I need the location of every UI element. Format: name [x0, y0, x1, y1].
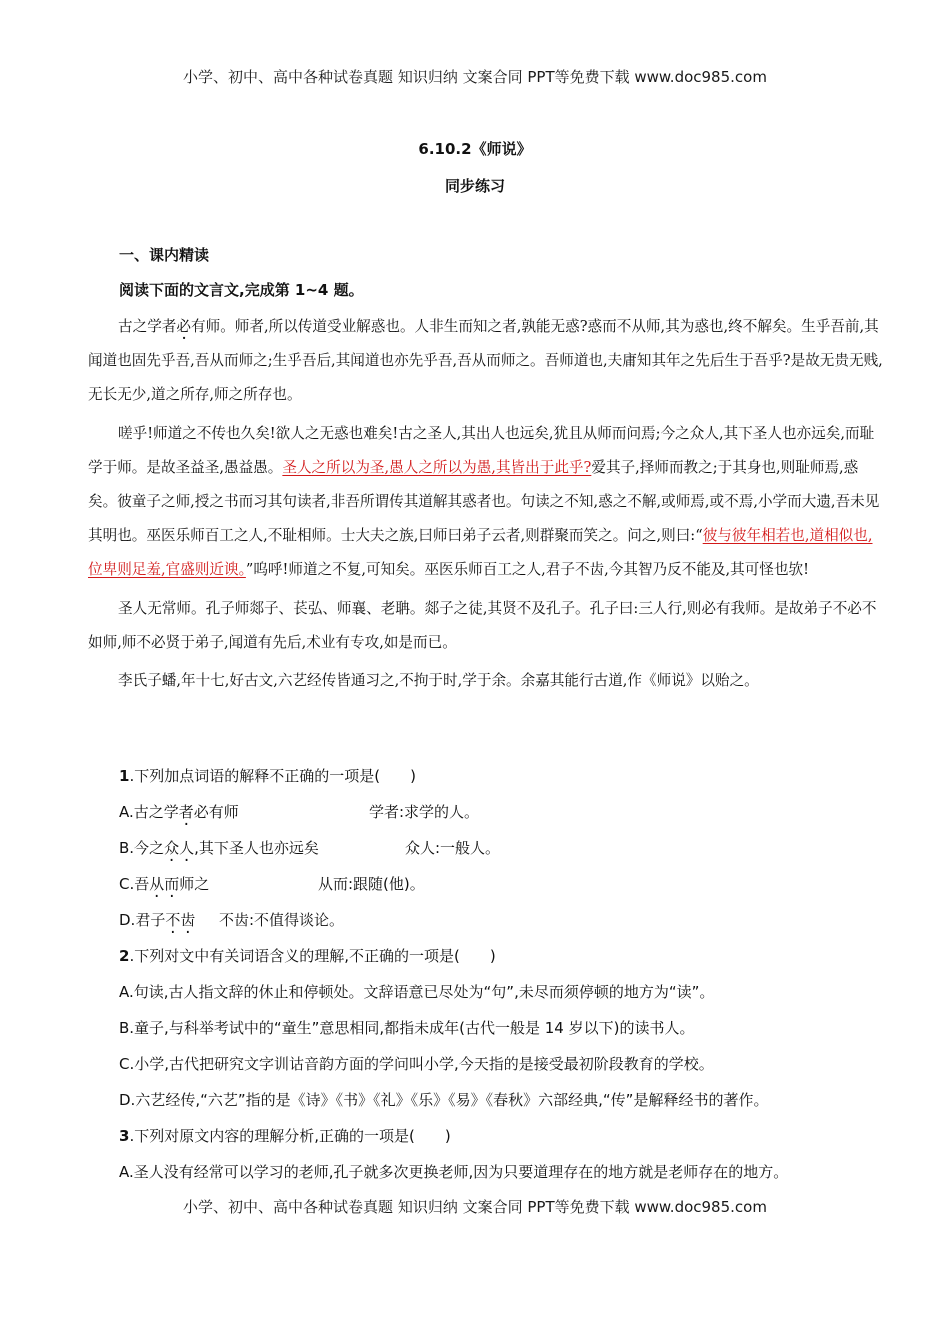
passage-paragraph-3: 圣人无常师。孔子师郯子、苌弘、师襄、老聃。郯子之徒,其贤不及孔子。孔子曰:三人行,则必有我师。是故弟子不必不如师,师不必贤于弟子,闻道有先后,术业有专攻,如是而已。	[88, 599, 877, 651]
document-title: 6.10.2《师说》	[418, 140, 532, 158]
option-text: 师之	[179, 875, 210, 893]
dotted-character: 人	[179, 839, 195, 857]
question-1-option-c	[119, 866, 909, 902]
option-explanation: 众人:一般人。	[405, 839, 501, 857]
question-number: 3	[119, 1127, 130, 1145]
classical-passage	[88, 310, 885, 702]
question-2-option-c: C.小学,古代把研究文字训诂音韵方面的学问叫小学,今天指的是接受最初阶段教育的学校。	[119, 1055, 714, 1073]
passage-paragraph-4: 李氏子蟠,年十七,好古文,六艺经传皆通习之,不拘于时,学于余。余嘉其能行古道,作《师说》以贻之。	[118, 672, 759, 690]
option-text: C.吾	[119, 875, 150, 893]
highlighted-sentence-2: 彼与彼年相若也,道相似也,位卑则足羞,官盛则近谀。	[88, 527, 873, 579]
question-number: 1	[119, 767, 130, 785]
highlighted-sentence-1: 圣人之所以为圣,愚人之所以为愚,其皆出于此乎?	[282, 458, 592, 476]
dotted-character: 齿	[180, 911, 196, 929]
dotted-character: 者	[161, 318, 177, 335]
dotted-character: 而	[164, 875, 180, 893]
option-text: A.古之学	[119, 803, 179, 821]
dotted-character: 从	[149, 875, 165, 893]
answer-paren-close: )	[489, 947, 496, 965]
questions-list	[119, 758, 909, 1190]
answer-paren-close: )	[410, 767, 416, 785]
option-text: D.君子	[119, 911, 166, 929]
page-footer: 小学、初中、高中各种试卷真题 知识归纳 文案合同 PPT等免费下载 www.doc985.com	[183, 1198, 767, 1216]
question-2	[119, 938, 909, 974]
option-explanation: 学者:求学的人。	[369, 803, 480, 821]
option-text: B.今之	[119, 839, 165, 857]
passage-text: 爱其子,择师而教之;于其身也,则耻师焉,惑矣。彼童子之师,授之书而习其句读者,非吾所谓传其道解其惑者也。句读之不知,惑之不解,或师焉,或不焉,小学而大遗,吾未见其明也。巫医乐师百工之人,不耻相师。士大夫之族,曰师曰弟子云者,则群聚而笑之。问之,则曰:“	[88, 458, 880, 545]
page-header: 小学、初中、高中各种试卷真题 知识归纳 文案合同 PPT等免费下载 www.doc985.com	[183, 68, 767, 86]
question-1-option-a	[119, 794, 909, 830]
passage-text: 古之学	[118, 318, 162, 335]
answer-paren-close: )	[444, 1127, 451, 1145]
question-1-option-d	[119, 902, 909, 938]
question-3	[119, 1118, 909, 1154]
dotted-character: 者	[178, 803, 194, 821]
question-1	[119, 758, 909, 794]
passage-text: ”呜呼!师道之不复,可知矣。巫医乐师百工之人,君子不齿,今其智乃反不能及,其可怪也欤!	[245, 561, 809, 579]
question-stem: .下列对文中有关词语含义的理解,不正确的一项是(	[129, 947, 460, 965]
passage-text: 必有师。师者,所以传道受业解惑也。人非生而知之者,孰能无惑?惑而不从师,其为惑也,终不解矣。生乎吾前,其闻道也固先乎吾,吾从而师之;生乎吾后,其闻道也亦先乎吾,吾从而师之。吾师道也,夫庸知其年之先后生于吾乎?是故无贵无贱,无长无少,道之所存,师之所存也。	[88, 318, 883, 404]
question-stem: .下列加点词语的解释不正确的一项是(	[129, 767, 381, 785]
question-stem: .下列对原文内容的理解分析,正确的一项是(	[129, 1127, 415, 1145]
question-2-option-d: D.六艺经传,“六艺”指的是《诗》《书》《礼》《乐》《易》《春秋》六部经典,“传”是解释经书的著作。	[119, 1091, 769, 1109]
question-1-option-b	[119, 830, 909, 866]
option-explanation: 不齿:不值得谈论。	[219, 911, 345, 929]
question-2-option-a: A.句读,古人指文辞的休止和停顿处。文辞语意已尽处为“句”,未尽而须停顿的地方为“读”。	[119, 983, 715, 1001]
question-3-option-a: A.圣人没有经常可以学习的老师,孔子就多次更换老师,因为只要道理存在的地方就是老师存在的地方。	[119, 1163, 789, 1181]
passage-paragraph-2	[88, 417, 885, 588]
option-text: 必有师	[193, 803, 239, 821]
question-2-option-b: B.童子,与科举考试中的“童生”意思相同,都指未成年(古代一般是 14 岁以下)的读书人。	[119, 1019, 695, 1037]
passage-text: 嗟乎!师道之不传也久矣!欲人之无惑也难矣!古之圣人,其出人也远矣,犹且从师而问焉;今之众人,其下圣人也亦远矣,而耻学于师。是故圣益圣,愚益愚。	[88, 424, 875, 476]
dotted-character: 众	[164, 839, 180, 857]
dotted-character: 不	[165, 911, 181, 929]
option-explanation: 从而:跟随(他)。	[318, 875, 425, 893]
passage-paragraph-1	[88, 310, 885, 413]
document-subtitle: 同步练习	[444, 177, 505, 195]
option-text: ,其下圣人也亦远矣	[194, 839, 319, 857]
section-heading: 一、课内精读	[119, 246, 210, 264]
question-number: 2	[119, 947, 130, 965]
instruction-text: 阅读下面的文言文,完成第 1~4 题。	[119, 281, 364, 299]
